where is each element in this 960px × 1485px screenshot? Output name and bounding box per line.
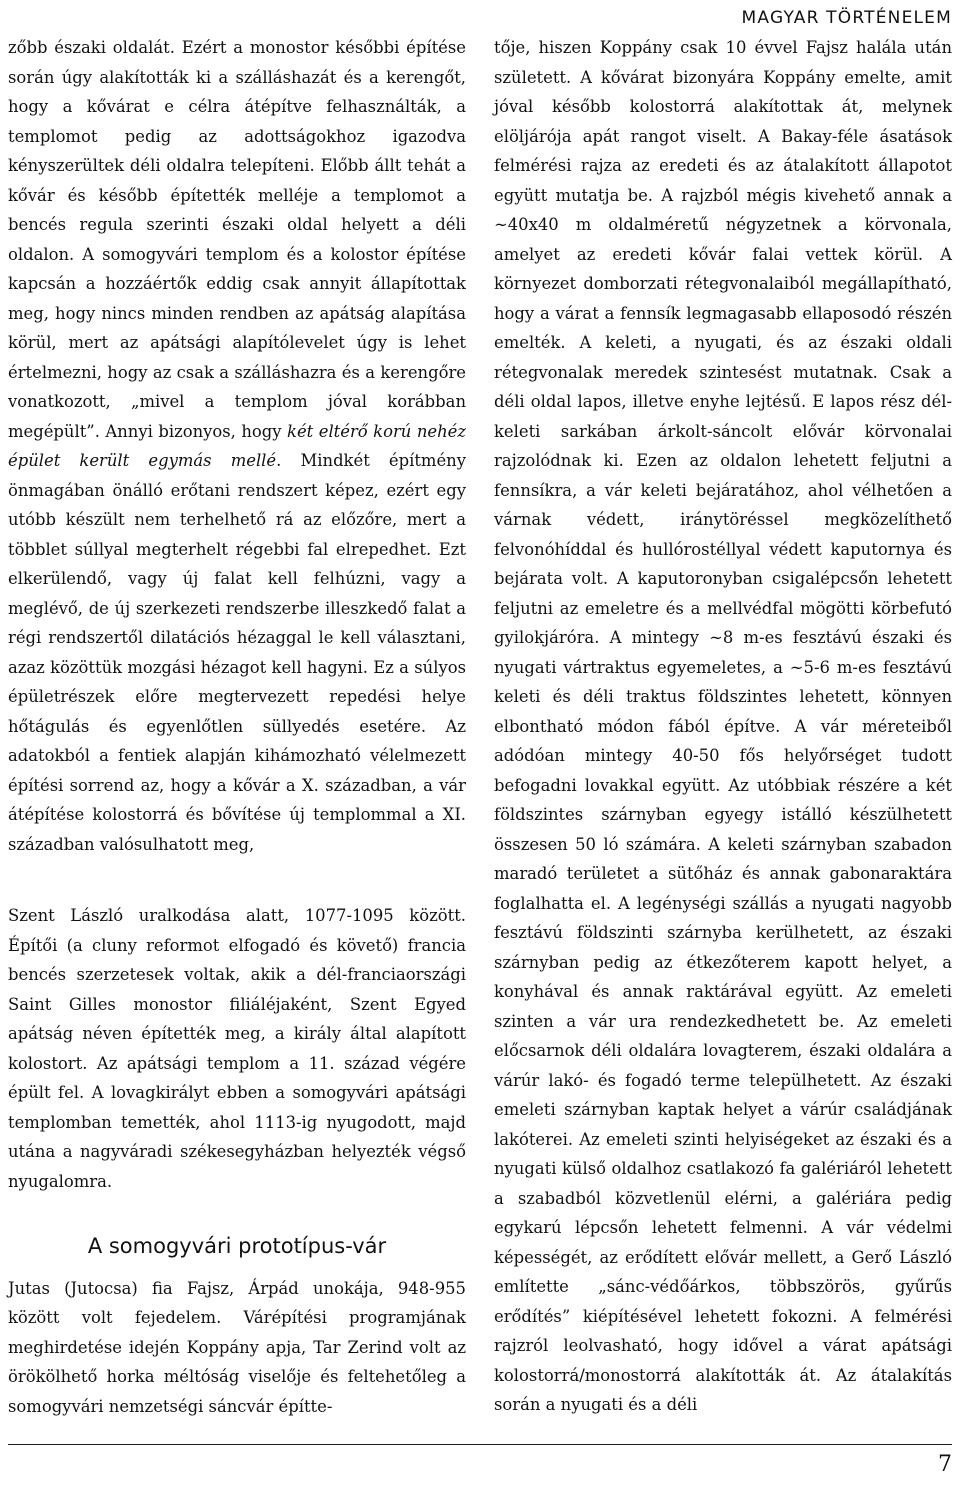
emphasized-text: két eltérő korú nehéz épület került egymás mellé <box>8 421 466 470</box>
paragraph-text: zőbb északi oldalát. Ezért a monostor későbbi építése során úgy alakították ki a szálláshazát és a kerengőt, hogy a kővárat e célra átépítve felhasználták, a templomot pedig az adottságokhoz igazodva kényszerültek déli oldalra telepíteni. Előbb állt tehát a kővár és később építették melléje a templomot a bencés regula szerinti északi oldal helyett a déli oldalon. A somogyvári templom és a kolostor építése kapcsán a hozzáértők eddig csak annyit állapítottak meg, hogy nincs minden rendben az apátság alapítása körül, mert az apátsági alapítólevelet úgy is lehet értelmezni, hogy az csak a szálláshazra és a kerengőre vonatkozott, „mivel a templom jóval korábban megépült”. Annyi bizonyos, hogy <box>8 38 466 441</box>
body-paragraph: Jutas (Jutocsa) fia Fajsz, Árpád unokája, 948-955 között volt fejedelem. Várépítési programjának meghirdetése idején Koppány apja, Tar Zerind volt az örökölhető horka méltóság viselője és feltehetőleg a somogyvári nemzetségi sáncvár építte- <box>8 1278 466 1416</box>
left-column <box>8 33 466 1421</box>
page-number: 7 <box>938 1452 952 1477</box>
paragraph-gap <box>8 859 466 901</box>
body-paragraph: tője, hiszen Koppány csak 10 évvel Fajsz halála után született. A kővárat bizonyára Koppány emelte, amit jóval később kolostorrá alakítottak át, melynek elöljárója apát rangot viselt. A Bakay-féle ásatások felmérési rajza az eredeti és az átalakított állapotot együtt mutatja be. A rajzból mégis kivehető annak a ∼40x40 m oldalméretű négyzetnek a körvonala, amelyet az eredeti kővár falai vettek körül. A környezet domborzati rétegvonalaiból megállapítható, hogy a várat a fennsík legmagasabb ellaposodó részén emelték. A keleti, a nyugati, és az északi oldali rétegvonalak meredek szintesést mutatnak. Csak a déli oldal lapos, illetve enyhe lejtésű. E lapos rész dél-keleti sarkában árkolt-sáncolt elővár körvonalai rajzolódnak ki. Ezen az oldalon lehetett feljutni a fennsíkra, a vár keleti bejáratához, ahol vélhetően a várnak védett, iránytöréssel megközelíthető felvonóhíddal és hullórostéllyal védett kaputornya és bejárata volt. A kaputoronyban csigalépcsőn lehetett feljutni az emeletre és a mellvédfal mögötti körbefutó gyilokjáróra. A mintegy ∼8 m-es fesztávú északi és nyugati vártraktus egyemeletes, a ∼5-6 m-es fesztávú keleti és déli traktus földszintes lehetett, könnyen elbontható módon fából építve. A vár méreteiből adódóan mintegy 40-50 fős helyőrséget tudott befogadni lovakkal együtt. Az utóbbiak részére a két földszintes szárnyban egyegy istálló készülhetett összesen 50 ló számára. A keleti szárnyban szabadon maradó területet a sütőház és annak gabonaraktára foglalhatta el. A legénységi szállás a nyugati nagyobb fesztávú földszinti szárnyba kerülhetett, az északi szárnyban pedig az étkezőterem kapott helyet, a konyhával és annak raktárával együtt. Az emeleti szinten a vár ura rendezkedhetett be. Az emeleti előcsarnok déli oldalára lovagterem, északi oldalára a várúr lakó- és fogadó terme települhetett. Az északi emeleti szárnyban kaptak helyet a várúr családjának lakóterei. Az emeleti szinti helyiségeket az északi és a nyugati külső oldalhoz csatlakozó fa galériáról lehetett a szabadból közvetlenül elérni, a galériára pedig egykarú lépcsőn lehetett felmenni. A vár védelmi képességét, az erődített elővár mellett, a Gerő László említette „sánc-védőárkos, többszörös, gyűrűs erődítés” kiépítésével lehetett fokozni. A felmérési rajzról leolvasható, hogy idővel a várat apátsági kolostorrá/monostorrá alakították át. Az átalakítás során a nyugati és a déli <box>494 38 952 1414</box>
right-column <box>494 33 952 1420</box>
section-title: A somogyvári prototípus-vár <box>87 1234 387 1258</box>
paragraph-text: . Mindkét építmény önmagában önálló erőtani rendszert képez, ezért egy utóbb készült nem terhelhető rá az előzőre, mert a többlet súllyal megterhelt régebbi fal elrepedhet. Ezt elkerülendő, vagy új falat kell felhúzni, vagy a meglévő, de új szerkezeti rendszerbe illeszkedő falat a régi rendszertől dilatációs hézaggal le kell választani, azaz közöttük mozgási hézagot kell hagyni. Ez a súlyos épületrészek előre megtervezett repedési helye hőtágulás és egyenlőtlen süllyedés esetére. Az adatokból a fentiek alapján kihámozható vélelmezett építési sorrend az, hogy a kővár a X. században, a vár átépítése kolostorrá és bővítése új templommal a XI. században valósulhatott meg, <box>8 451 466 854</box>
body-paragraph: Szent László uralkodása alatt, 1077-1095 között. Építői (a cluny reformot elfogadó és követő) francia bencés szerzetesek voltak, akik a dél-franciaországi Saint Gilles monostor filiáléjaként, Szent Egyed apátság néven építették meg, a király által alapított kolostort. Az apátsági templom a 11. század végére épült fel. A lovagkirályt ebben a somogyvári apátsági templomban temették, ahol 1113-ig nyugodott, majd utána a nagyváradi székesegyházban helyezték végső nyugalomra. <box>8 906 466 1191</box>
body-paragraph <box>8 33 466 859</box>
running-header: MAGYAR TÖRTÉNELEM <box>741 8 952 28</box>
footer-rule <box>8 1444 952 1445</box>
